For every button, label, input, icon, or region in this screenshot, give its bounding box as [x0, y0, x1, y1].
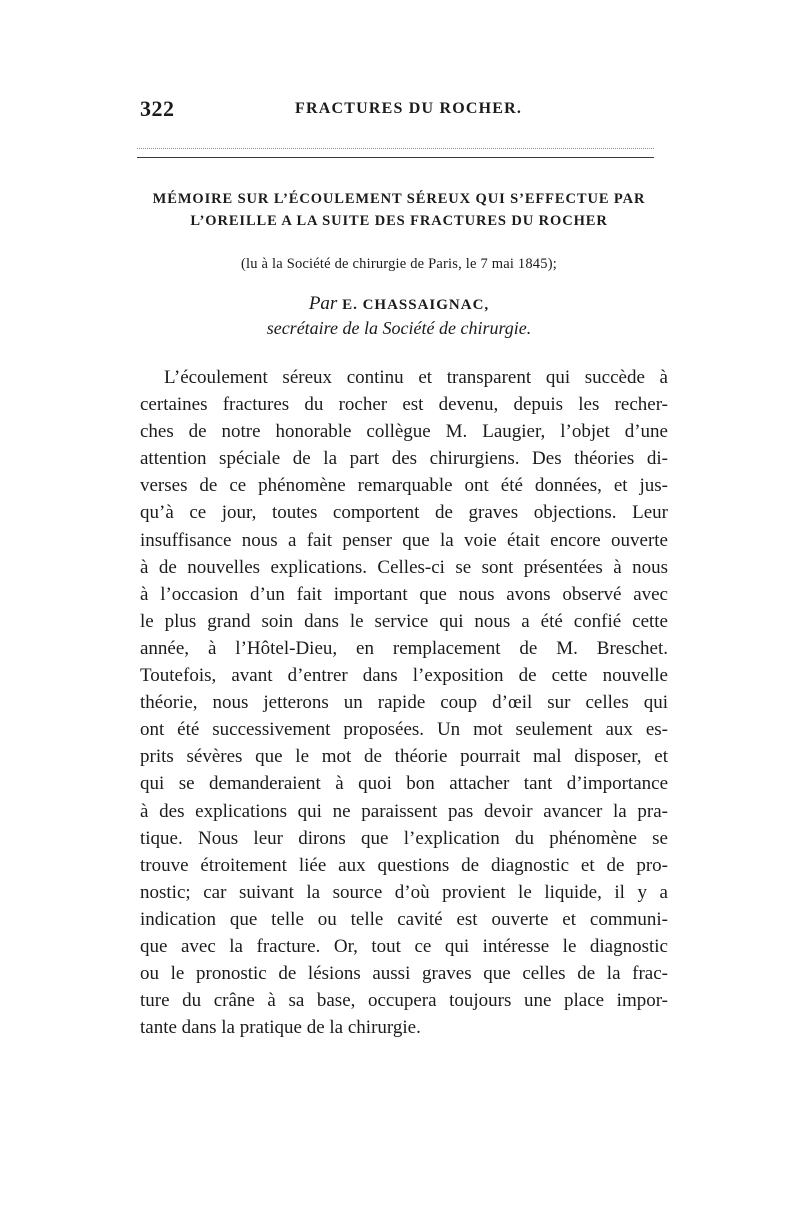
running-head: [140, 96, 660, 126]
body-line: attention spéciale de la part des chirurgiens. Des théories di-: [140, 448, 668, 470]
body-line: nostic; car suivant la source d’où provient le liquide, il y a: [140, 881, 668, 903]
reading-note: (lu à la Société de chirurgie de Paris, le 7 mai 1845);: [241, 256, 557, 272]
body-line: insuffisance nous a fait penser que la voie était encore ouverte: [140, 529, 668, 551]
header-rule: [137, 157, 654, 158]
body-line: à l’occasion d’un fait important que nous avons observé avec: [140, 583, 668, 605]
body-line: qu’à ce jour, toutes comportent de graves objections. Leur: [140, 502, 668, 524]
author-line: [130, 292, 668, 317]
body-line: certaines fractures du rocher est devenu, depuis les recher-: [140, 394, 668, 416]
body-line: verses de ce phénomène remarquable ont été données, et jus-: [140, 475, 668, 497]
body-line: à de nouvelles explications. Celles-ci se sont présentées à nous: [140, 556, 668, 578]
body-paragraph: [140, 364, 668, 1041]
body-line: trouve étroitement liée aux questions de diagnostic et de pro-: [140, 854, 668, 876]
page-number: 322: [140, 96, 175, 121]
body-line: indication que telle ou telle cavité est ouverte et communi-: [140, 908, 668, 930]
memoir-title-line: L’OREILLE A LA SUITE DES FRACTURES DU ROCHER: [190, 213, 608, 229]
running-title: FRACTURES DU ROCHER.: [295, 100, 523, 117]
body-line: ture du crâne à sa base, occupera toujours une place impor-: [140, 990, 668, 1012]
body-line: ches de notre honorable collègue M. Laugier, l’objet d’une: [140, 421, 668, 443]
body-line: année, à l’Hôtel-Dieu, en remplacement de M. Breschet.: [140, 637, 668, 659]
body-line: Toutefois, avant d’entrer dans l’exposition de cette nouvelle: [140, 665, 668, 687]
author-prefix: Par: [308, 293, 338, 314]
body-line: théorie, nous jetterons un rapide coup d’œil sur celles qui: [140, 692, 668, 714]
body-line: ou le pronostic de lésions aussi graves que celles de la frac-: [140, 963, 668, 985]
body-line: tante dans la pratique de la chirurgie.: [140, 1017, 421, 1039]
body-line: à des explications qui ne paraissent pas devoir avancer la pra-: [140, 800, 668, 822]
author-name: E. CHASSAIGNAC,: [342, 297, 490, 313]
author-role: secrétaire de la Société de chirurgie.: [266, 318, 532, 338]
body-line: qui se demanderaient à quoi bon attacher tant d’importance: [140, 773, 668, 795]
memoir-title-line: MÉMOIRE SUR L’ÉCOULEMENT SÉREUX QUI S’EFFECTUE PAR: [152, 191, 646, 207]
body-line: le plus grand soin dans le service qui nous a été confié cette: [140, 610, 668, 632]
header-dotted-rule: [137, 148, 654, 149]
body-line: L’écoulement séreux continu et transparent qui succède à: [164, 367, 668, 388]
body-line: que avec la fracture. Or, tout ce qui intéresse le diagnostic: [140, 935, 668, 957]
body-line: prits sévères que le mot de théorie pourrait mal disposer, et: [140, 746, 668, 768]
body-line: ont été successivement proposées. Un mot seulement aux es-: [140, 719, 668, 741]
body-line: tique. Nous leur dirons que l’explication du phénomène se: [140, 827, 668, 849]
memoir-title: [130, 188, 668, 232]
